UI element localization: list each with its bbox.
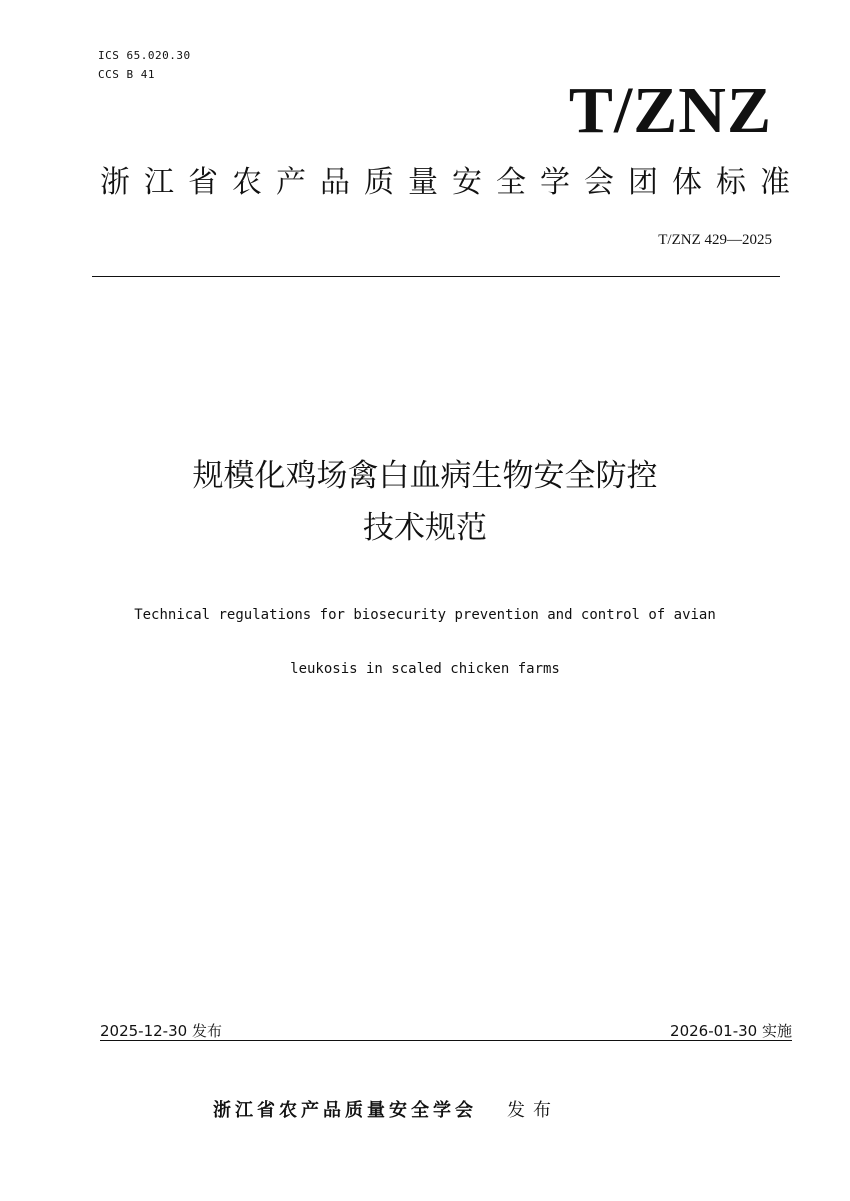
chinese-title-line1: 规模化鸡场禽白血病生物安全防控: [192, 458, 658, 494]
implementation-date: 2026-01-30 实施: [670, 1022, 792, 1040]
publish-date: 2025-12-30 发布: [100, 1022, 222, 1040]
classification-codes: [98, 46, 191, 84]
chinese-title-line2: 技术规范: [363, 510, 487, 546]
organization-title: 浙江省农产品质量安全学会团体标准: [100, 165, 804, 200]
publisher-name: 浙江省农产品质量安全学会: [213, 1100, 477, 1121]
ccs-code: CCS B 41: [98, 68, 155, 81]
standard-number: T/ZNZ 429—2025: [658, 232, 772, 248]
english-title: [0, 575, 850, 710]
chinese-title: [0, 450, 850, 554]
english-title-line2: leukosis in scaled chicken farms: [290, 661, 560, 677]
footer-divider: [100, 1040, 792, 1041]
publisher-line: [213, 1096, 559, 1122]
publish-word: 发布: [507, 1100, 559, 1121]
ics-code: ICS 65.020.30: [98, 49, 191, 62]
header-divider: [92, 276, 780, 277]
standard-code: T/ZNZ: [568, 74, 772, 147]
english-title-line1: Technical regulations for biosecurity prevention and control of avian: [134, 607, 716, 623]
